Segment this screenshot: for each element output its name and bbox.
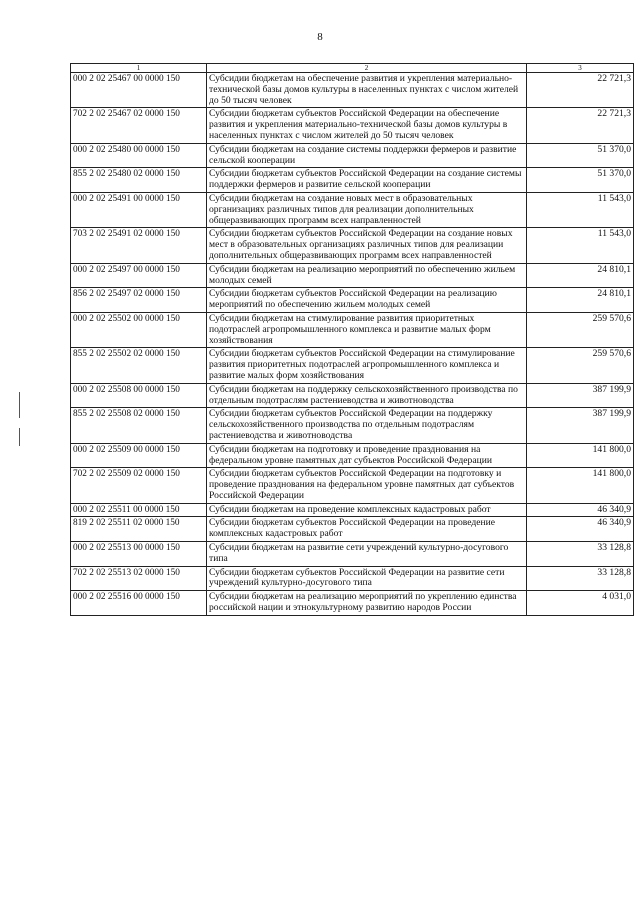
description-cell: Субсидии бюджетам субъектов Российской Федерации на стимулирование развития приоритетных подотраслей агропромышленного комплекса и развитие малых форм хозяйствования	[207, 348, 527, 383]
table-row	[71, 228, 634, 263]
code-cell: 702 2 02 25467 02 0000 150	[71, 108, 207, 143]
description-cell: Субсидии бюджетам на реализацию мероприятий по укреплению единства российской нации и этнокультурному развитию народов России	[207, 591, 527, 616]
code-cell: 702 2 02 25509 02 0000 150	[71, 468, 207, 503]
table-row	[71, 517, 634, 542]
description-cell: Субсидии бюджетам на подготовку и проведение празднования на федеральном уровне памятных дат субъектов Российской Федерации	[207, 443, 527, 468]
code-cell: 702 2 02 25513 02 0000 150	[71, 566, 207, 591]
table-row	[71, 168, 634, 193]
description-cell: Субсидии бюджетам на создание новых мест в образовательных организациях различных типов для реализации дополнительных общеразвивающих программ всех направленностей	[207, 192, 527, 227]
description-cell: Субсидии бюджетам на проведение комплексных кадастровых работ	[207, 503, 527, 517]
amount-cell: 11 543,0	[527, 228, 634, 263]
description-cell: Субсидии бюджетам на реализацию мероприятий по обеспечению жильем молодых семей	[207, 263, 527, 288]
table-row	[71, 192, 634, 227]
description-cell: Субсидии бюджетам субъектов Российской Федерации на обеспечение развития и укрепления материально-технической базы домов культуры в населенных пунктах с числом жителей до 50 тысяч человек	[207, 108, 527, 143]
table-row	[71, 468, 634, 503]
scan-mark	[19, 392, 20, 418]
amount-cell: 46 340,9	[527, 503, 634, 517]
amount-cell: 387 199,9	[527, 408, 634, 443]
amount-cell: 259 570,6	[527, 348, 634, 383]
code-cell: 819 2 02 25511 02 0000 150	[71, 517, 207, 542]
amount-cell: 11 543,0	[527, 192, 634, 227]
code-cell: 000 2 02 25509 00 0000 150	[71, 443, 207, 468]
description-cell: Субсидии бюджетам на развитие сети учреждений культурно-досугового типа	[207, 542, 527, 567]
code-cell: 000 2 02 25516 00 0000 150	[71, 591, 207, 616]
amount-cell: 22 721,3	[527, 73, 634, 108]
column-header: 3	[527, 64, 634, 73]
code-cell: 855 2 02 25480 02 0000 150	[71, 168, 207, 193]
table-row	[71, 108, 634, 143]
table-row	[71, 143, 634, 168]
amount-cell: 141 800,0	[527, 443, 634, 468]
scan-mark	[19, 428, 20, 446]
column-header-row	[71, 64, 634, 73]
description-cell: Субсидии бюджетам субъектов Российской Федерации на реализацию мероприятий по обеспечению жильем молодых семей	[207, 288, 527, 313]
page-number: 8	[317, 31, 323, 43]
code-cell: 856 2 02 25497 02 0000 150	[71, 288, 207, 313]
column-header: 2	[207, 64, 527, 73]
column-header: 1	[71, 64, 207, 73]
table-row	[71, 503, 634, 517]
amount-cell: 259 570,6	[527, 312, 634, 347]
amount-cell: 51 370,0	[527, 168, 634, 193]
amount-cell: 46 340,9	[527, 517, 634, 542]
table-row	[71, 348, 634, 383]
amount-cell: 33 128,8	[527, 542, 634, 567]
table-row	[71, 408, 634, 443]
description-cell: Субсидии бюджетам субъектов Российской Федерации на создание новых мест в образовательных организациях различных типов для реализации дополнительных общеразвивающих программ всех направленностей	[207, 228, 527, 263]
table-row	[71, 591, 634, 616]
code-cell: 000 2 02 25491 00 0000 150	[71, 192, 207, 227]
description-cell: Субсидии бюджетам на стимулирование развития приоритетных подотраслей агропромышленного комплекса и развитие малых форм хозяйствования	[207, 312, 527, 347]
code-cell: 000 2 02 25480 00 0000 150	[71, 143, 207, 168]
amount-cell: 387 199,9	[527, 383, 634, 408]
budget-table	[70, 63, 634, 616]
description-cell: Субсидии бюджетам субъектов Российской Федерации на подготовку и проведение празднования на федеральном уровне памятных дат субъектов Российской Федерации	[207, 468, 527, 503]
table-row	[71, 73, 634, 108]
code-cell: 000 2 02 25502 00 0000 150	[71, 312, 207, 347]
code-cell: 855 2 02 25502 02 0000 150	[71, 348, 207, 383]
description-cell: Субсидии бюджетам на создание системы поддержки фермеров и развитие сельской кооперации	[207, 143, 527, 168]
description-cell: Субсидии бюджетам субъектов Российской Федерации на поддержку сельскохозяйственного производства по отдельным подотраслям растениеводства и животноводства	[207, 408, 527, 443]
description-cell: Субсидии бюджетам на обеспечение развития и укрепления материально-технической базы домов культуры в населенных пунктах с числом жителей до 50 тысяч человек	[207, 73, 527, 108]
table-row	[71, 443, 634, 468]
code-cell: 855 2 02 25508 02 0000 150	[71, 408, 207, 443]
table-row	[71, 383, 634, 408]
amount-cell: 4 031,0	[527, 591, 634, 616]
table-row	[71, 542, 634, 567]
description-cell: Субсидии бюджетам субъектов Российской Федерации на создание системы поддержки фермеров и развитие сельской кооперации	[207, 168, 527, 193]
table-row	[71, 566, 634, 591]
description-cell: Субсидии бюджетам на поддержку сельскохозяйственного производства по отдельным подотраслям растениеводства и животноводства	[207, 383, 527, 408]
amount-cell: 24 810,1	[527, 263, 634, 288]
table-row	[71, 263, 634, 288]
amount-cell: 141 800,0	[527, 468, 634, 503]
amount-cell: 51 370,0	[527, 143, 634, 168]
description-cell: Субсидии бюджетам субъектов Российской Федерации на развитие сети учреждений культурно-досугового типа	[207, 566, 527, 591]
table-row	[71, 312, 634, 347]
amount-cell: 24 810,1	[527, 288, 634, 313]
code-cell: 000 2 02 25511 00 0000 150	[71, 503, 207, 517]
amount-cell: 33 128,8	[527, 566, 634, 591]
code-cell: 000 2 02 25467 00 0000 150	[71, 73, 207, 108]
code-cell: 000 2 02 25508 00 0000 150	[71, 383, 207, 408]
code-cell: 000 2 02 25497 00 0000 150	[71, 263, 207, 288]
code-cell: 703 2 02 25491 02 0000 150	[71, 228, 207, 263]
description-cell: Субсидии бюджетам субъектов Российской Федерации на проведение комплексных кадастровых работ	[207, 517, 527, 542]
amount-cell: 22 721,3	[527, 108, 634, 143]
table-row	[71, 288, 634, 313]
code-cell: 000 2 02 25513 00 0000 150	[71, 542, 207, 567]
